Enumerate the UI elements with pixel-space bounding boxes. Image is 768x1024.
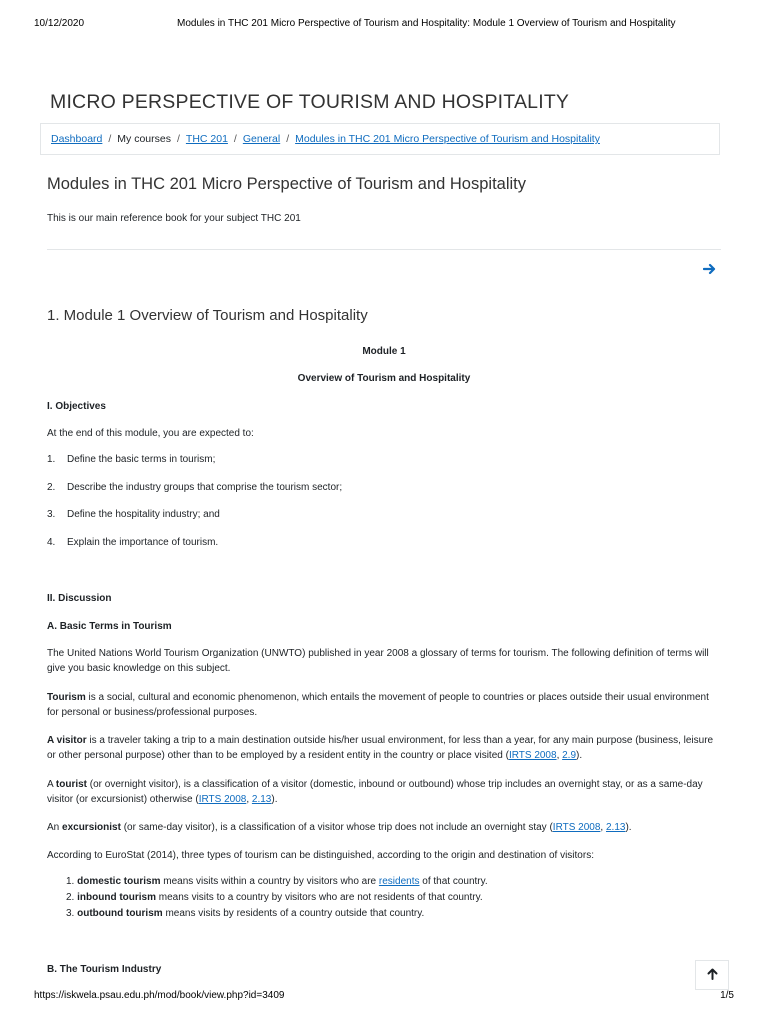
module-label: Module 1 — [362, 346, 406, 357]
tourist-definition-text: (or overnight visitor), is a classification of a visitor (domestic, inbound or outbound) whose trip includes an overnight stay, or as a same-day visitor (or excursionist) otherwise ( — [47, 779, 703, 805]
back-to-top-button[interactable] — [695, 960, 729, 990]
breadcrumb-separator: / — [286, 133, 290, 145]
breadcrumb-my-courses: My courses — [117, 133, 171, 145]
irts-section-link[interactable]: 2.9 — [562, 750, 577, 761]
objective-text: Define the hospitality industry; and — [67, 509, 220, 520]
visitor-definition: A visitor is a traveler taking a trip to a main destination outside his/her usual environment, for less than a year, for any main purpose (business, leisure or other personal purpose) other than to be employed by a resident entity in the country or place visited (IRTS 2008, 2.9). — [47, 735, 714, 761]
type-text-end: of that country. — [419, 876, 488, 887]
residents-link[interactable]: residents — [378, 876, 420, 887]
objective-number: 1. — [47, 454, 56, 465]
type-text: means visits to a country by visitors who are not residents of that country. — [156, 892, 483, 903]
tourism-definition-text: is a social, cultural and economic phenomenon, which entails the movement of people to countries or places outside their usual environment for personal or business/professional purposes. — [47, 692, 709, 718]
term-visitor: A visitor — [47, 735, 87, 746]
type-term: inbound tourism — [77, 892, 157, 903]
irts-section-link[interactable]: 2.13 — [605, 822, 626, 833]
breadcrumb-section-link[interactable]: General — [242, 133, 281, 145]
tourism-type-item — [66, 890, 483, 906]
objective-number: 2. — [47, 482, 56, 493]
discussion-heading: II. Discussion — [47, 593, 112, 604]
objective-text: Describe the industry groups that comprise the tourism sector; — [67, 482, 343, 493]
print-footer — [34, 990, 734, 1004]
module-subtitle: Overview of Tourism and Hospitality — [297, 373, 471, 384]
type-number: 1. — [66, 876, 75, 887]
print-page-number: 1/5 — [720, 990, 734, 1001]
breadcrumb-book-link[interactable]: Modules in THC 201 Micro Perspective of Tourism and Hospitality — [295, 133, 600, 145]
visitor-definition-text: is a traveler taking a trip to a main destination outside his/her usual environment, for less than a year, for any main purpose (business, leisure or other personal purpose) other than to be employed by a resident entity in the country or place visited ( — [47, 735, 714, 761]
objective-number: 3. — [47, 509, 56, 520]
book-intro: This is our main reference book for your subject THC 201 — [47, 213, 301, 224]
objectives-heading: I. Objectives — [47, 401, 106, 412]
objective-text: Define the basic terms in tourism; — [67, 454, 216, 465]
print-date: 10/12/2020 — [34, 18, 85, 29]
site-title: MICRO PERSPECTIVE OF TOURISM AND HOSPITALITY — [50, 91, 570, 113]
excursionist-definition-text: (or same-day visitor), is a classification of a visitor whose trip does not include an overnight stay ( — [120, 822, 553, 833]
tourism-type-item — [66, 874, 488, 890]
print-url: https://iskwela.psau.edu.ph/mod/book/view.php?id=3409 — [34, 990, 285, 1001]
type-number: 2. — [66, 892, 75, 903]
irts-link[interactable]: IRTS 2008 — [508, 750, 557, 761]
unwto-paragraph: The United Nations World Tourism Organization (UNWTO) published in year 2008 a glossary of terms for tourism. The following definition of terms will give you basic knowledge on this subject. — [47, 648, 709, 674]
basic-terms-heading: A. Basic Terms in Tourism — [47, 621, 172, 632]
excursionist-prefix: An — [47, 822, 63, 833]
excursionist-definition-end: ). — [625, 822, 632, 833]
objective-item — [47, 454, 215, 465]
type-term: domestic tourism — [77, 876, 161, 887]
type-term: outbound tourism — [77, 908, 163, 919]
type-text: means visits by residents of a country outside that country. — [162, 908, 425, 919]
breadcrumb — [40, 123, 720, 155]
arrow-right-icon[interactable] — [703, 262, 719, 278]
print-header — [34, 18, 734, 32]
tourist-definition-end: ). — [271, 794, 278, 805]
term-tourism: Tourism — [47, 692, 86, 703]
arrow-up-icon — [707, 968, 718, 983]
eurostat-paragraph: According to EuroStat (2014), three types of tourism can be distinguished, according to the origin and destination of visitors: — [47, 850, 594, 861]
irts-section-link[interactable]: 2.13 — [251, 794, 272, 805]
breadcrumb-separator: / — [233, 133, 237, 145]
type-text: means visits within a country by visitors who are — [160, 876, 379, 887]
objectives-intro: At the end of this module, you are expected to: — [47, 428, 254, 439]
print-page-title: Modules in THC 201 Micro Perspective of Tourism and Hospitality: Module 1 Overview of Tourism and Hospitality — [177, 18, 676, 29]
excursionist-definition: An excursionist (or same-day visitor), is a classification of a visitor whose trip does not include an overnight stay (IRTS 2008, 2.13). — [47, 822, 632, 833]
objective-item — [47, 509, 220, 520]
breadcrumb-separator: / — [108, 133, 112, 145]
divider — [47, 249, 721, 250]
chapter-title: 1. Module 1 Overview of Tourism and Hospitality — [47, 307, 368, 324]
objective-item — [47, 537, 218, 548]
type-number: 3. — [66, 908, 75, 919]
objective-number: 4. — [47, 537, 56, 548]
objective-item — [47, 482, 342, 493]
term-tourist: tourist — [55, 779, 88, 790]
objective-text: Explain the importance of tourism. — [67, 537, 219, 548]
irts-link[interactable]: IRTS 2008 — [198, 794, 247, 805]
tourism-type-item — [66, 906, 424, 922]
tourism-definition — [47, 690, 721, 720]
breadcrumb-separator: / — [176, 133, 180, 145]
book-heading: Modules in THC 201 Micro Perspective of Tourism and Hospitality — [47, 175, 527, 193]
tourism-industry-heading: B. The Tourism Industry — [47, 964, 162, 975]
tourist-definition: A tourist (or overnight visitor), is a classification of a visitor (domestic, inbound or outbound) whose trip includes an overnight stay, or as a same-day visitor (or excursionist) otherwise (IRTS 2008, 2.13). — [47, 779, 703, 805]
visitor-definition-end: ). — [576, 750, 583, 761]
irts-link[interactable]: IRTS 2008 — [552, 822, 601, 833]
breadcrumb-dashboard-link[interactable]: Dashboard — [51, 133, 103, 145]
tourist-prefix: A — [47, 779, 56, 790]
term-excursionist: excursionist — [62, 822, 121, 833]
breadcrumb-course-link[interactable]: THC 201 — [185, 133, 228, 145]
